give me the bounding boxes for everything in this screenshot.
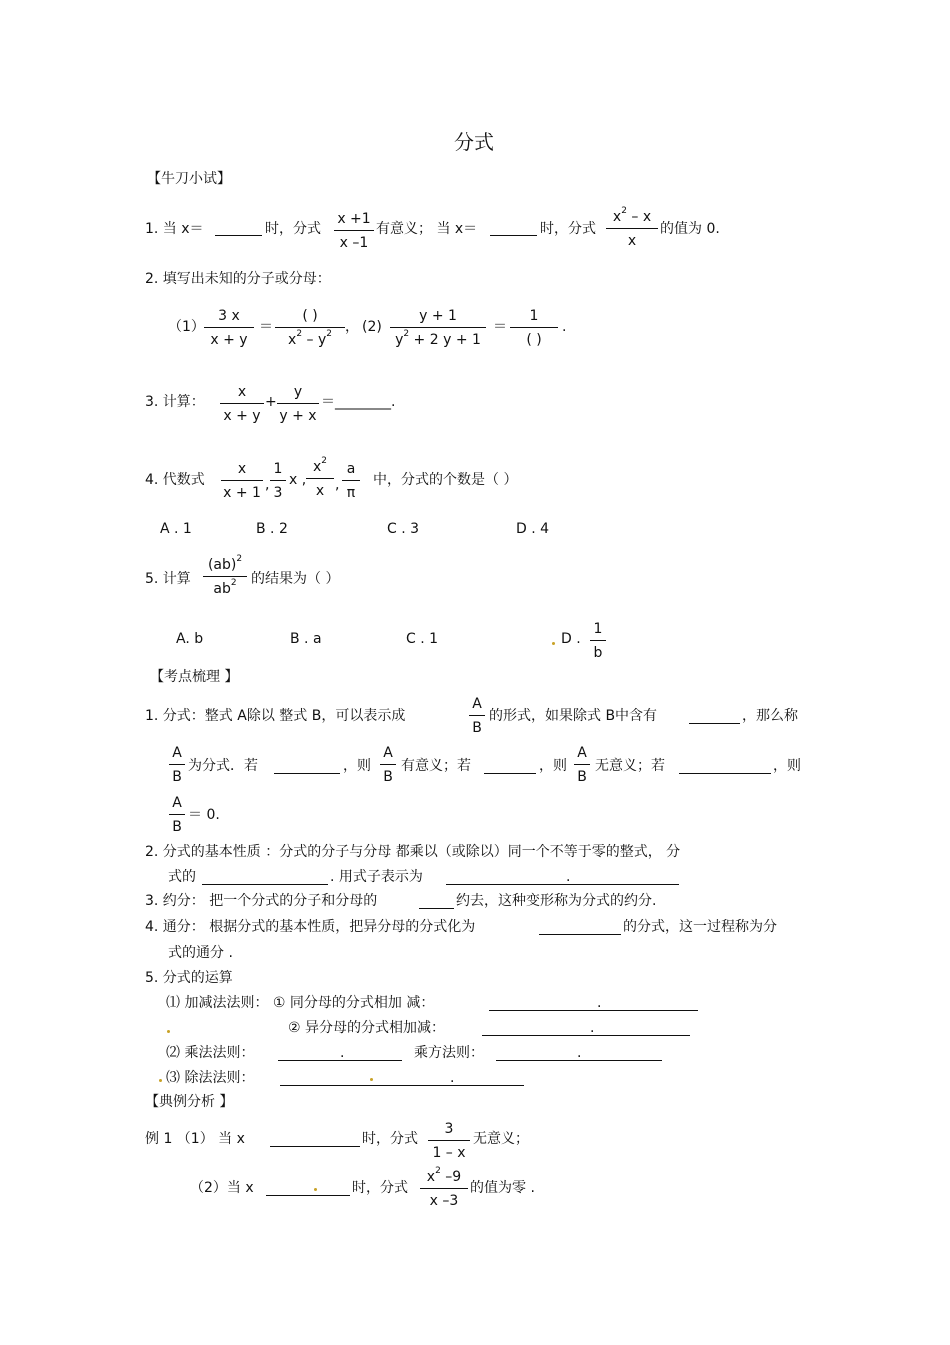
stray-mark (159, 1079, 162, 1082)
k1-blank-3 (484, 773, 536, 774)
q2-fraction-4: 1 ( ) (510, 309, 558, 347)
q4-option-a: A . 1 (160, 521, 192, 537)
k1-text-f: 有意义；若 (401, 758, 471, 774)
q5-tail: 的结果为（ ） (251, 571, 340, 587)
k1-text-j: ＝ 0. (188, 807, 220, 823)
q4-fraction-2-x: x , (289, 472, 307, 488)
k2-text-b: 式的 (168, 869, 196, 885)
k2-text-c: . 用式子表示为 (330, 869, 423, 885)
q2-equals-2: ＝ (493, 319, 507, 335)
q2-end: . (562, 319, 567, 335)
k1-fraction-5: $\frac{A}{B}$ (169, 796, 185, 834)
q4-fraction-2: $\frac{1}{3}$ (270, 462, 286, 500)
page-title: 分式 (454, 130, 494, 154)
q2-equals-1: ＝ (259, 319, 273, 335)
q3-plus: + (265, 394, 277, 410)
k2-text-a: 2. 分式的基本性质 ：分式的分子与分母 都乘以（或除以）同一个不等于零的整式， 分 (145, 844, 681, 860)
q4-comma-1: , (265, 477, 270, 493)
k3-blank (419, 908, 454, 909)
k5-dot-5: . (450, 1070, 455, 1086)
q5-option-c: C . 1 (406, 631, 439, 647)
k1-text-c: ，那么称 (742, 708, 798, 724)
q2-fraction-1: $\frac{3 x}{x + y}$ (204, 309, 254, 347)
q4-comma-3: , (335, 477, 340, 493)
k2-dot: . (566, 869, 571, 885)
ex1-fraction-2: $\frac{x^2 -9}{x -3}$ (420, 1170, 468, 1208)
k4-text-a: 4. 通分： 根据分式的基本性质，把异分母的分式化为 (145, 919, 476, 935)
q4-option-d: D . 4 (516, 521, 550, 537)
k5-dot-2: . (590, 1020, 595, 1036)
section-heading-examples: 【典例分析 】 (145, 1094, 234, 1110)
ex1-text-a: 例 1 （1） 当 x (145, 1131, 245, 1147)
q1-text-e: 的值为 0. (660, 221, 720, 237)
q1-blank-2 (490, 235, 537, 236)
q3-end: ＝________. (321, 394, 396, 410)
q5-fraction: $\frac{(ab)^2}{ab^2}$ (203, 558, 247, 596)
k1-text-a: 1. 分式：整式 A除以 整式 B，可以表示成 (145, 708, 406, 724)
k5-blank-2 (482, 1035, 690, 1036)
k2-blank-2 (446, 884, 679, 885)
k4-text-b: 的分式，这一过程称为分 (623, 919, 777, 935)
k4-text-c: 式的通分 . (168, 945, 233, 961)
q3-fraction-2: $\frac{y}{y + x}$ (277, 385, 319, 423)
k1-text-d: 为分式．若 (188, 758, 258, 774)
k1-text-e: ，则 (343, 758, 371, 774)
k1-blank-1 (689, 723, 740, 724)
q2-comma: ， (345, 319, 359, 335)
q4-option-c: C . 3 (387, 521, 420, 537)
q4-fraction-4: $\frac{a}{\pi}$ (342, 462, 360, 500)
k5-blank-1 (489, 1010, 698, 1011)
k5-rule-4: ⑶ 除法法则： (166, 1070, 255, 1086)
q2-part-1-label: （1） (168, 319, 205, 335)
ex1-text-e: 时，分式 (352, 1180, 408, 1196)
q4-tail: 中，分式的个数是（ ） (373, 472, 518, 488)
stray-mark (552, 642, 555, 645)
k5-dot-1: . (597, 995, 602, 1011)
ex1-text-b: 时，分式 (362, 1131, 418, 1147)
k3-text-b: 约去，这种变形称为分式的约分. (456, 893, 657, 909)
q1-text-d: 时，分式 (540, 221, 596, 237)
q5-option-d: D . (561, 631, 581, 647)
q1-prefix: 1. 当 x＝ (145, 221, 204, 237)
q2-fraction-2: ( ) $x^2 - y^2$ (275, 309, 345, 347)
k1-text-b: 的形式，如果除式 B中含有 (489, 708, 658, 724)
ex1-text-d: （2）当 x (190, 1180, 254, 1196)
q1-text-c: 有意义； 当 x＝ (376, 221, 478, 237)
stray-mark (314, 1188, 317, 1191)
ex1-blank-2 (266, 1195, 350, 1196)
stray-mark (167, 1030, 170, 1033)
k5-rule-3b: 乘方法则： (414, 1045, 484, 1061)
q2-fraction-3: $\frac{y + 1}{y^2 + 2 y + 1}$ (390, 309, 486, 347)
ex1-blank-1 (270, 1146, 360, 1147)
k4-blank (539, 934, 621, 935)
k1-fraction-2: $\frac{A}{B}$ (169, 746, 185, 784)
k5-heading: 5. 分式的运算 (145, 970, 233, 986)
q5-option-b: B . a (290, 631, 322, 647)
q1-blank-1 (215, 235, 262, 236)
q5-stem: 5. 计算 (145, 571, 191, 587)
q1-fraction-1: $\frac{x +1}{x -1}$ (334, 212, 374, 250)
k5-dot-4: . (577, 1045, 582, 1061)
k5-rule-3: ⑵ 乘法法则： (166, 1045, 255, 1061)
k5-dot-3: . (340, 1045, 345, 1061)
section-heading-practice: 【牛刀小试】 (147, 171, 231, 187)
k3-text-a: 3. 约分： 把一个分式的分子和分母的 (145, 893, 378, 909)
k1-fraction-3: $\frac{A}{B}$ (380, 746, 396, 784)
q1-text-b: 时，分式 (265, 221, 321, 237)
k1-text-g: ，则 (539, 758, 567, 774)
k1-blank-2 (274, 773, 340, 774)
k5-rule-2: ② 异分母的分式相加减： (288, 1020, 446, 1036)
k1-fraction-4: $\frac{A}{B}$ (574, 746, 590, 784)
k1-blank-4 (679, 773, 771, 774)
q4-stem: 4. 代数式 (145, 472, 205, 488)
q3-fraction-1: $\frac{x}{x + y}$ (220, 385, 264, 423)
ex1-text-f: 的值为零 . (470, 1180, 535, 1196)
q4-fraction-3: $\frac{x^2}{x}$ (306, 460, 334, 498)
q3-stem: 3. 计算： (145, 394, 205, 410)
k5-rule-1: ⑴ 加减法法则： ① 同分母的分式相加 减： (166, 995, 435, 1011)
section-heading-review: 【考点梳理 】 (150, 669, 239, 685)
q2-part-2-label: (2) (362, 319, 382, 335)
q2-stem: 2. 填写出未知的分子或分母： (145, 271, 331, 287)
stray-mark (370, 1078, 373, 1081)
q5-option-a: A. b (176, 631, 204, 647)
k5-blank-5 (280, 1085, 524, 1086)
k1-text-i: ，则 (773, 758, 801, 774)
k2-blank-1 (202, 884, 328, 885)
ex1-text-c: 无意义； (473, 1131, 529, 1147)
q4-option-b: B . 2 (256, 521, 288, 537)
k1-text-h: 无意义；若 (595, 758, 665, 774)
q1-fraction-2: $\frac{x^2 - x}{x}$ (606, 210, 658, 248)
q5-option-d-fraction: $\frac{1}{b}$ (590, 622, 606, 660)
q4-fraction-1: $\frac{x}{x + 1}$ (221, 462, 263, 500)
k1-fraction-1: $\frac{A}{B}$ (469, 697, 485, 735)
ex1-fraction-1: $\frac{3}{1 - x}$ (428, 1122, 470, 1160)
